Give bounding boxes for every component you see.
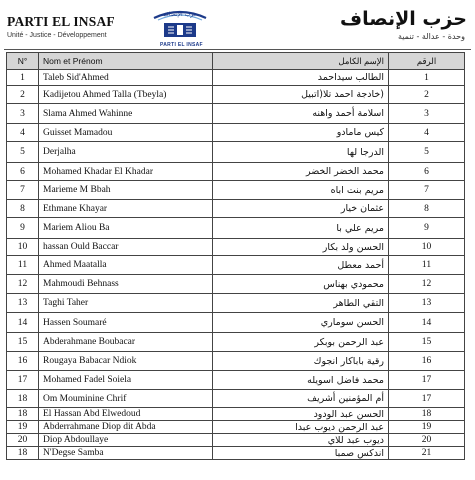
cell-name-ar: رقية باباكار انجوك: [213, 352, 389, 371]
table-row: [7, 124, 465, 142]
column-header-name-fr: Nom et Prénom: [39, 53, 213, 70]
cell-name-fr: Taghi Taher: [39, 294, 213, 313]
cell-name-fr: Diop Abdoullaye: [39, 434, 213, 447]
cell-name-fr: Slama Ahmed Wahinne: [39, 104, 213, 124]
cell-number-fr: 20: [7, 434, 39, 447]
column-header-name-ar: الإسم الكامل: [213, 53, 389, 70]
cell-name-ar: التقي الطاهر: [213, 294, 389, 313]
cell-number-fr: 19: [7, 421, 39, 434]
cell-name-ar: محمد الخضر الخضر: [213, 163, 389, 181]
table-row: [7, 142, 465, 163]
table-row: [7, 294, 465, 313]
cell-number-ar: 16: [389, 352, 465, 371]
cell-name-fr: Rougaya Babacar Ndiok: [39, 352, 213, 371]
cell-name-ar: اسلامة أحمد واهنه: [213, 104, 389, 124]
cell-name-fr: Mohamed Fadel Soiela: [39, 371, 213, 390]
cell-name-fr: Kadijetou Ahmed Talla (Tbeyla): [39, 86, 213, 104]
table-row: [7, 70, 465, 86]
cell-number-fr: 18: [7, 390, 39, 408]
cell-name-fr: Mariem Aliou Ba: [39, 218, 213, 239]
cell-number-ar: 4: [389, 124, 465, 142]
table-row: [7, 86, 465, 104]
cell-name-fr: Guisset Mamadou: [39, 124, 213, 142]
cell-number-ar: 13: [389, 294, 465, 313]
table-row: [7, 371, 465, 390]
cell-number-fr: 17: [7, 371, 39, 390]
cell-number-ar: 15: [389, 333, 465, 352]
candidate-list-table: [6, 52, 465, 460]
table-row: [7, 181, 465, 200]
cell-name-ar: مريم علي با: [213, 218, 389, 239]
cell-name-fr: Taleb Sid'Ahmed: [39, 70, 213, 86]
column-header-number-ar: الرقم: [389, 53, 465, 70]
cell-name-ar: الحسن سوماري: [213, 313, 389, 333]
cell-number-fr: 18: [7, 447, 39, 460]
table-header-row: [7, 53, 465, 70]
cell-name-ar: كيس مامادو: [213, 124, 389, 142]
cell-number-fr: 9: [7, 218, 39, 239]
cell-number-fr: 1: [7, 70, 39, 86]
table-row: [7, 447, 465, 460]
cell-name-fr: Abderrahmane Diop dit Abda: [39, 421, 213, 434]
cell-name-fr: hassan Ould Baccar: [39, 239, 213, 256]
cell-name-ar: الطالب سيداحمد: [213, 70, 389, 86]
cell-number-fr: 8: [7, 200, 39, 218]
cell-name-ar: محمد فاضل اسويله: [213, 371, 389, 390]
cell-number-fr: 13: [7, 294, 39, 313]
table-row: [7, 352, 465, 371]
cell-name-fr: Abderahmane Boubacar: [39, 333, 213, 352]
cell-number-fr: 10: [7, 239, 39, 256]
cell-name-ar: أم المؤمنين أشريف: [213, 390, 389, 408]
table-row: [7, 163, 465, 181]
party-motto-ar: وحدة - عدالة - تنمية: [397, 32, 465, 41]
table-row: [7, 218, 465, 239]
cell-number-ar: 18: [389, 408, 465, 421]
table-row: [7, 421, 465, 434]
cell-number-ar: 10: [389, 239, 465, 256]
party-name-fr: PARTI EL INSAF: [7, 14, 115, 29]
cell-name-fr: Ethmane Khayar: [39, 200, 213, 218]
logo-caption: PARTI EL INSAF: [160, 42, 203, 48]
cell-name-fr: Om Mouminine Chrif: [39, 390, 213, 408]
column-header-number-fr: N°: [7, 53, 39, 70]
cell-number-fr: 14: [7, 313, 39, 333]
cell-number-ar: 19: [389, 421, 465, 434]
cell-number-ar: 9: [389, 218, 465, 239]
letterhead: [0, 0, 475, 50]
table-row: [7, 104, 465, 124]
table-row: [7, 434, 465, 447]
cell-name-ar: عبد الرحمن بوبكر: [213, 333, 389, 352]
cell-number-ar: 6: [389, 163, 465, 181]
cell-number-ar: 8: [389, 200, 465, 218]
cell-name-fr: Mahmoudi Behnass: [39, 275, 213, 294]
cell-number-fr: 3: [7, 104, 39, 124]
cell-number-fr: 5: [7, 142, 39, 163]
cell-number-ar: 21: [389, 447, 465, 460]
table-row: [7, 275, 465, 294]
cell-number-ar: 17: [389, 390, 465, 408]
cell-name-fr: Hassen Soumaré: [39, 313, 213, 333]
cell-number-fr: 11: [7, 256, 39, 275]
party-motto-fr: Unité - Justice - Développement: [7, 32, 107, 39]
cell-name-fr: N'Degse Samba: [39, 447, 213, 460]
cell-name-ar: محمودي بهناس: [213, 275, 389, 294]
cell-number-fr: 12: [7, 275, 39, 294]
table-body: [7, 70, 465, 460]
cell-name-ar: اندكس صمبا: [213, 447, 389, 460]
cell-number-ar: 5: [389, 142, 465, 163]
cell-name-ar: عبد الرحمن ديوب عبدا: [213, 421, 389, 434]
cell-name-fr: Ahmed Maatalla: [39, 256, 213, 275]
logo-text-ar: حزب الإنصاف: [162, 11, 198, 18]
cell-number-ar: 1: [389, 70, 465, 86]
table-row: [7, 390, 465, 408]
cell-number-fr: 16: [7, 352, 39, 371]
cell-number-ar: 12: [389, 275, 465, 294]
cell-name-ar: ديوب عبد للاي: [213, 434, 389, 447]
table-row: [7, 256, 465, 275]
cell-number-fr: 6: [7, 163, 39, 181]
cell-number-ar: 11: [389, 256, 465, 275]
cell-name-fr: Mohamed Khadar El Khadar: [39, 163, 213, 181]
cell-name-ar: عثمان خيار: [213, 200, 389, 218]
table-row: [7, 408, 465, 421]
cell-number-ar: 3: [389, 104, 465, 124]
cell-name-ar: (خادجة احمد تلا(اتبيل: [213, 86, 389, 104]
cell-number-ar: 14: [389, 313, 465, 333]
cell-name-ar: مريم بنت اباه: [213, 181, 389, 200]
cell-number-ar: 2: [389, 86, 465, 104]
cell-name-fr: Marieme M Bbah: [39, 181, 213, 200]
table-row: [7, 333, 465, 352]
party-logo-icon: [150, 4, 210, 46]
cell-number-fr: 18: [7, 408, 39, 421]
cell-number-ar: 7: [389, 181, 465, 200]
cell-name-ar: أحمد معطل: [213, 256, 389, 275]
table-row: [7, 200, 465, 218]
cell-name-fr: El Hassan Abd Elwedoud: [39, 408, 213, 421]
header-divider: [4, 49, 471, 50]
cell-name-ar: الحسن عبد الودود: [213, 408, 389, 421]
table-row: [7, 239, 465, 256]
cell-name-ar: الحسن ولد بكار: [213, 239, 389, 256]
cell-name-fr: Derjalha: [39, 142, 213, 163]
cell-number-ar: 20: [389, 434, 465, 447]
cell-name-ar: الدرجا لها: [213, 142, 389, 163]
party-name-ar: حزب الإنصاف: [340, 8, 467, 30]
cell-number-fr: 15: [7, 333, 39, 352]
cell-number-fr: 2: [7, 86, 39, 104]
cell-number-fr: 7: [7, 181, 39, 200]
cell-number-ar: 17: [389, 371, 465, 390]
table-row: [7, 313, 465, 333]
cell-number-fr: 4: [7, 124, 39, 142]
